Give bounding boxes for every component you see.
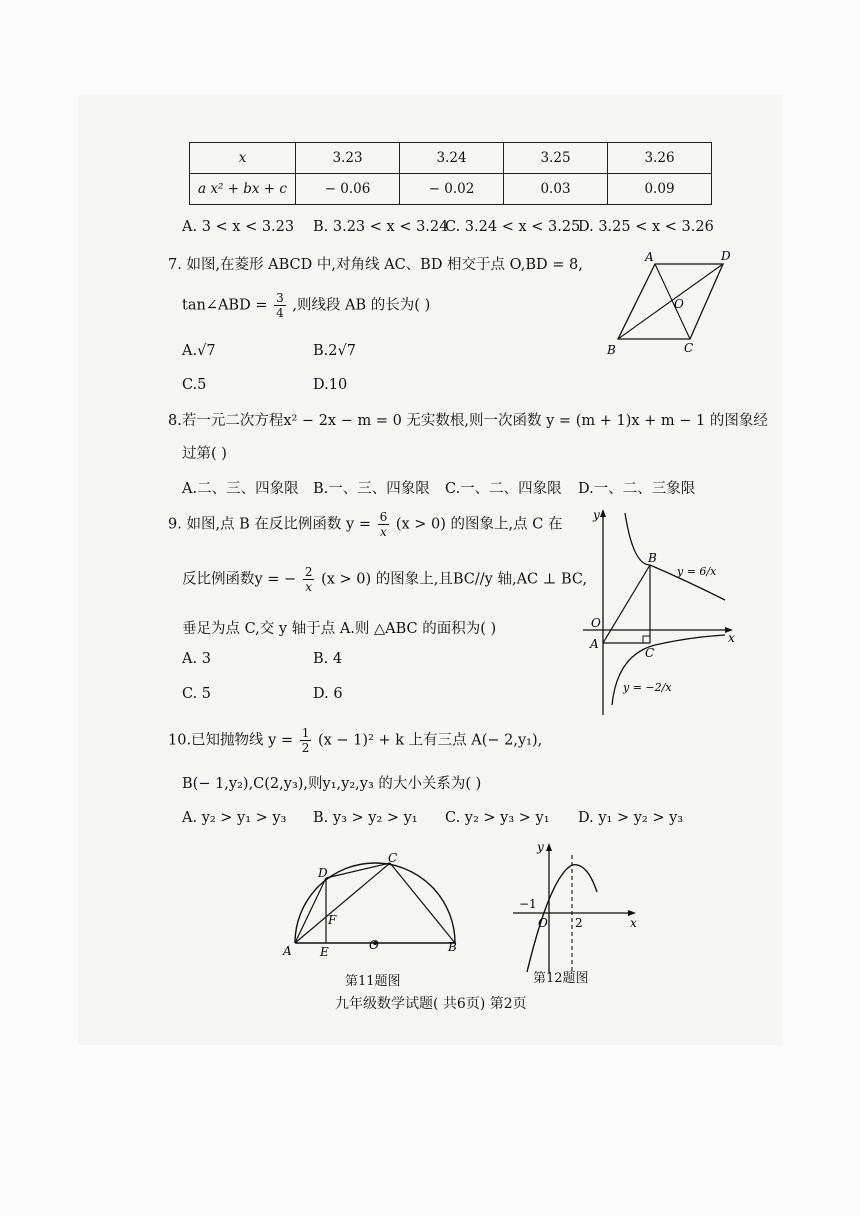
inverse-function-graph [575,505,740,720]
point-label: B [448,940,457,954]
curve-y-neg2-over-x [612,635,725,705]
q7-option-c: C.5 [182,377,207,393]
q9-fraction-1 [378,510,390,539]
q7-stem-line2 [182,291,430,320]
q10-option-c: C. y₂ > y₃ > y₁ [445,810,550,826]
q10-option-a: A. y₂ > y₁ > y₃ [182,810,287,826]
q9-option-d: D. 6 [313,686,343,702]
q8-option-a: A.二、三、四象限 [182,481,299,497]
table-row [190,143,712,174]
fraction-denominator: x [380,525,387,539]
y-axis-arrow-icon [600,509,606,517]
q6-option-c: C. 3.24 < x < 3.25 [445,219,581,235]
q8-option-c: C.一、二、四象限 [445,481,562,497]
point-label: D [318,866,328,880]
q6-option-d: D. 3.25 < x < 3.26 [578,219,714,235]
fraction-denominator: 2 [301,741,310,755]
axis-label: x [728,631,735,645]
q6-option-b: B. 3.23 < x < 3.24 [313,219,449,235]
fraction-numerator: 3 [276,291,284,305]
table-cell: 3.23 [296,143,400,174]
q9-text: (x > 0) 的图象上,点 C 在 [395,516,563,533]
y-axis-arrow-icon [546,843,552,851]
segment-ad [295,878,326,943]
point-label: A [590,637,599,651]
q8-stem-line1: 8.若一元二次方程x² − 2x − m = 0 无实数根,则一次函数 y = (m + 1)x + m − 1 的图象经 [168,413,768,429]
axis-label: x [630,916,637,930]
table-cell: 0.03 [504,174,608,205]
q10-text: 10.已知抛物线 y = [168,732,294,749]
figure-12-parabola [505,837,645,977]
point-label: C [645,646,655,660]
table-cell: 3.26 [608,143,712,174]
fraction-numerator: 2 [304,565,313,579]
q7-option-a: A.√7 [182,343,216,359]
fraction-denominator: x [305,580,313,594]
segment-cb [390,863,455,943]
fraction-numerator: 6 [379,510,388,524]
q8-option-b: B.一、三、四象限 [313,481,430,497]
q8-option-d: D.一、二、三象限 [578,481,696,497]
diagonal-bd [618,264,723,339]
diagonal-ac [655,264,690,339]
table-cell: − 0.06 [296,174,400,205]
value-table [189,142,712,205]
point-label: C [684,341,694,355]
q7-question-tail: ,则线段 AB 的长为( ) [292,297,431,314]
axis-label: y [593,508,600,522]
right-angle-mark [643,636,650,643]
page-footer: 九年级数学试题( 共6页) 第2页 [335,996,527,1012]
q9-text: 9. 如图,点 B 在反比例函数 y = [168,516,371,533]
axis-label: y [537,840,544,854]
tick-label: −1 [519,897,537,911]
q9-option-a: A. 3 [182,651,211,667]
table-cell: 3.24 [400,143,504,174]
segment-ab [603,565,650,643]
table-cell: x [190,143,296,174]
q9-text: 反比例函数y = − [182,571,297,588]
q10-option-d: D. y₁ > y₂ > y₃ [578,810,684,826]
fraction-denominator: 4 [276,306,284,320]
figure-12-caption: 第12题图 [533,971,589,986]
point-label: O [591,616,601,630]
point-label: O [674,297,684,311]
q7-option-b: B.2√7 [313,343,356,359]
q9-option-b: B. 4 [313,651,343,667]
q7-fraction [274,291,286,320]
table-row [190,174,712,205]
point-label: E [320,945,329,959]
q7-stem-line1: 7. 如图,在菱形 ABCD 中,对角线 AC、BD 相交于点 O,BD = 8, [168,257,583,273]
rhombus-figure [600,245,740,360]
figure-11-caption: 第11题图 [345,974,401,989]
q9-stem-line3: 垂足为点 C,交 y 轴于点 A.则 △ABC 的面积为( ) [182,621,497,637]
q9-fraction-2 [303,565,315,594]
point-label: B [607,343,616,357]
table-cell: − 0.02 [400,174,504,205]
q10-stem-line1 [168,726,542,755]
q9-stem-line2 [182,565,587,594]
table-cell: 0.09 [608,174,712,205]
point-label: O [369,938,379,952]
origin-label: O [538,916,548,930]
q8-stem-line2: 过第( ) [182,446,227,462]
table-cell: 3.25 [504,143,608,174]
q9-stem-line1 [168,510,562,539]
q9-text: (x > 0) 的图象上,且BC//y 轴,AC ⊥ BC, [321,571,588,588]
function-label: y = −2/x [623,681,672,694]
q7-option-d: D.10 [313,377,348,393]
point-label: A [283,944,292,958]
table-cell: a x² + bx + c [190,174,296,205]
point-label: B [648,551,657,565]
point-label: F [328,913,337,927]
point-label: C [388,851,398,865]
q7-tan-label: tan∠ABD = [182,297,268,314]
q10-text: (x − 1)² + k 上有三点 A(− 2,y₁), [317,732,543,749]
curve-y-6-over-x [625,513,725,600]
q6-option-a: A. 3 < x < 3.23 [182,219,295,235]
function-label: y = 6/x [677,565,717,578]
q10-fraction [300,726,312,755]
q10-option-b: B. y₃ > y₂ > y₁ [313,810,418,826]
figure-11-semicircle [280,845,470,965]
q10-stem-line2: B(− 1,y₂),C(2,y₃),则y₁,y₂,y₃ 的大小关系为( ) [182,776,482,792]
point-label: D [721,249,731,263]
fraction-numerator: 1 [301,726,310,740]
segment-ac [295,863,390,943]
point-label: A [645,250,654,264]
tick-label: 2 [575,916,583,930]
q9-option-c: C. 5 [182,686,212,702]
